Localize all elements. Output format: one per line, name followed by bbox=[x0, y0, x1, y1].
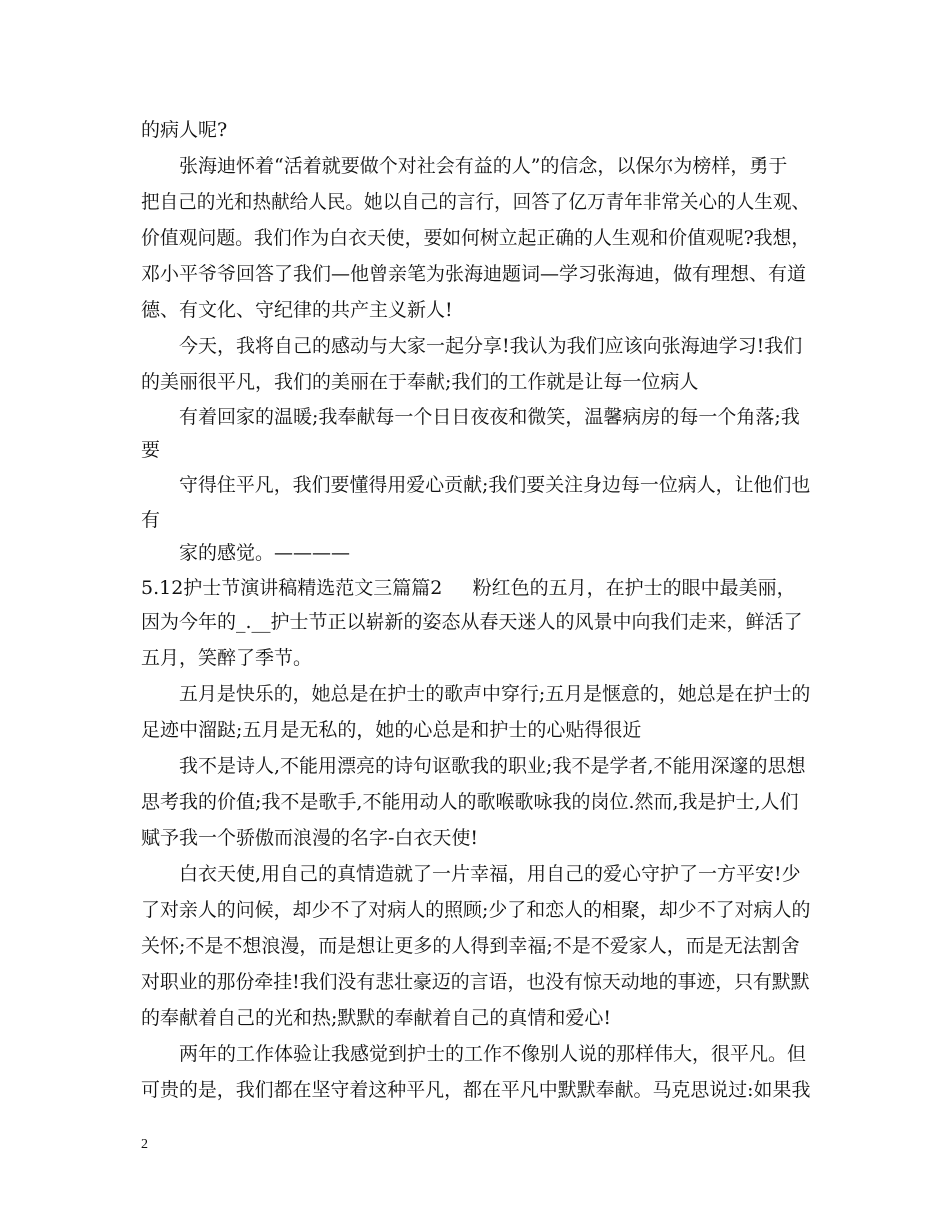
text-line: 五月是快乐的，她总是在护士的歌声中穿行;五月是惬意的，她总是在护士的 bbox=[179, 683, 811, 705]
text-line: 了对亲人的问候，却少不了对病人的照顾;少了和恋人的相聚，却少不了对病人的 bbox=[141, 899, 811, 921]
text-line: 足迹中溜跶;五月是无私的，她的心总是和护士的心贴得很近 bbox=[141, 719, 642, 741]
text-line: 思考我的价值;我不是歌手,不能用动人的歌喉歌咏我的岗位.然而,我是护士,人们 bbox=[141, 791, 799, 813]
text-line: 德、有文化、守纪律的共产主义新人! bbox=[141, 299, 453, 321]
text-line: 的奉献着自己的光和热;默默的奉献着自己的真情和爱心! bbox=[141, 1007, 612, 1029]
text-line: 关怀;不是不想浪漫，而是想让更多的人得到幸福;不是不爱家人，而是无法割舍 bbox=[141, 935, 800, 957]
page-number: 2 bbox=[141, 1137, 148, 1152]
text-line: 张海迪怀着“活着就要做个对社会有益的人”的信念，以保尔为榜样，勇于 bbox=[179, 155, 788, 177]
text-line: 的病人呢? bbox=[141, 119, 228, 141]
text-line: 有 bbox=[141, 509, 161, 531]
text-line: 两年的工作体验让我感觉到护士的工作不像别人说的那样伟大，很平凡。但 bbox=[179, 1043, 807, 1065]
text-line: 的美丽很平凡，我们的美丽在于奉献;我们的工作就是让每一位病人 bbox=[141, 371, 699, 393]
text-line: 对职业的那份牵挂!我们没有悲壮豪迈的言语，也没有惊天动地的事迹，只有默默 bbox=[141, 971, 810, 993]
text-line: 白衣天使,用自己的真情造就了一片幸福，用自己的爱心守护了一方平安!少 bbox=[179, 863, 801, 885]
text-line: 我不是诗人,不能用漂亮的诗句讴歌我的职业;我不是学者,不能用深邃的思想 bbox=[179, 755, 806, 777]
text-line: 守得住平凡，我们要懂得用爱心贡献;我们要关注身边每一位病人，让他们也 bbox=[179, 474, 811, 496]
text-line: 要 bbox=[141, 439, 161, 461]
text-line: 有着回家的温暖;我奉献每一个日日夜夜和微笑，温馨病房的每一个角落;我 bbox=[179, 406, 800, 428]
text-line: 价值观问题。我们作为白衣天使，要如何树立起正确的人生观和价值观呢?我想， bbox=[141, 227, 811, 249]
text-line: 家的感觉。———— bbox=[179, 542, 351, 564]
text-line: 今天，我将自己的感动与大家一起分享!我认为我们应该向张海迪学习!我们 bbox=[179, 335, 803, 357]
section-heading-line: 5.12护士节演讲稿精选范文三篇篇2 粉红色的五月，在护士的眼中最美丽， bbox=[141, 577, 796, 599]
text-line: 五月，笑醉了季节。 bbox=[141, 647, 313, 669]
text-line: 因为今年的_.__护士节正以崭新的姿态从春天迷人的风景中向我们走来，鲜活了 bbox=[141, 611, 803, 633]
text-line: 把自己的光和热献给人民。她以自己的言行，回答了亿万青年非常关心的人生观、 bbox=[141, 191, 811, 213]
text-line: 邓小平爷爷回答了我们—他曾亲笔为张海迪题词—学习张海迪，做有理想、有道 bbox=[141, 263, 807, 285]
text-line: 赋予我一个骄傲而浪漫的名字-白衣天使! bbox=[141, 827, 479, 849]
text-line: 可贵的是，我们都在坚守着这种平凡，都在平凡中默默奉献。马克思说过:如果我 bbox=[141, 1079, 811, 1101]
